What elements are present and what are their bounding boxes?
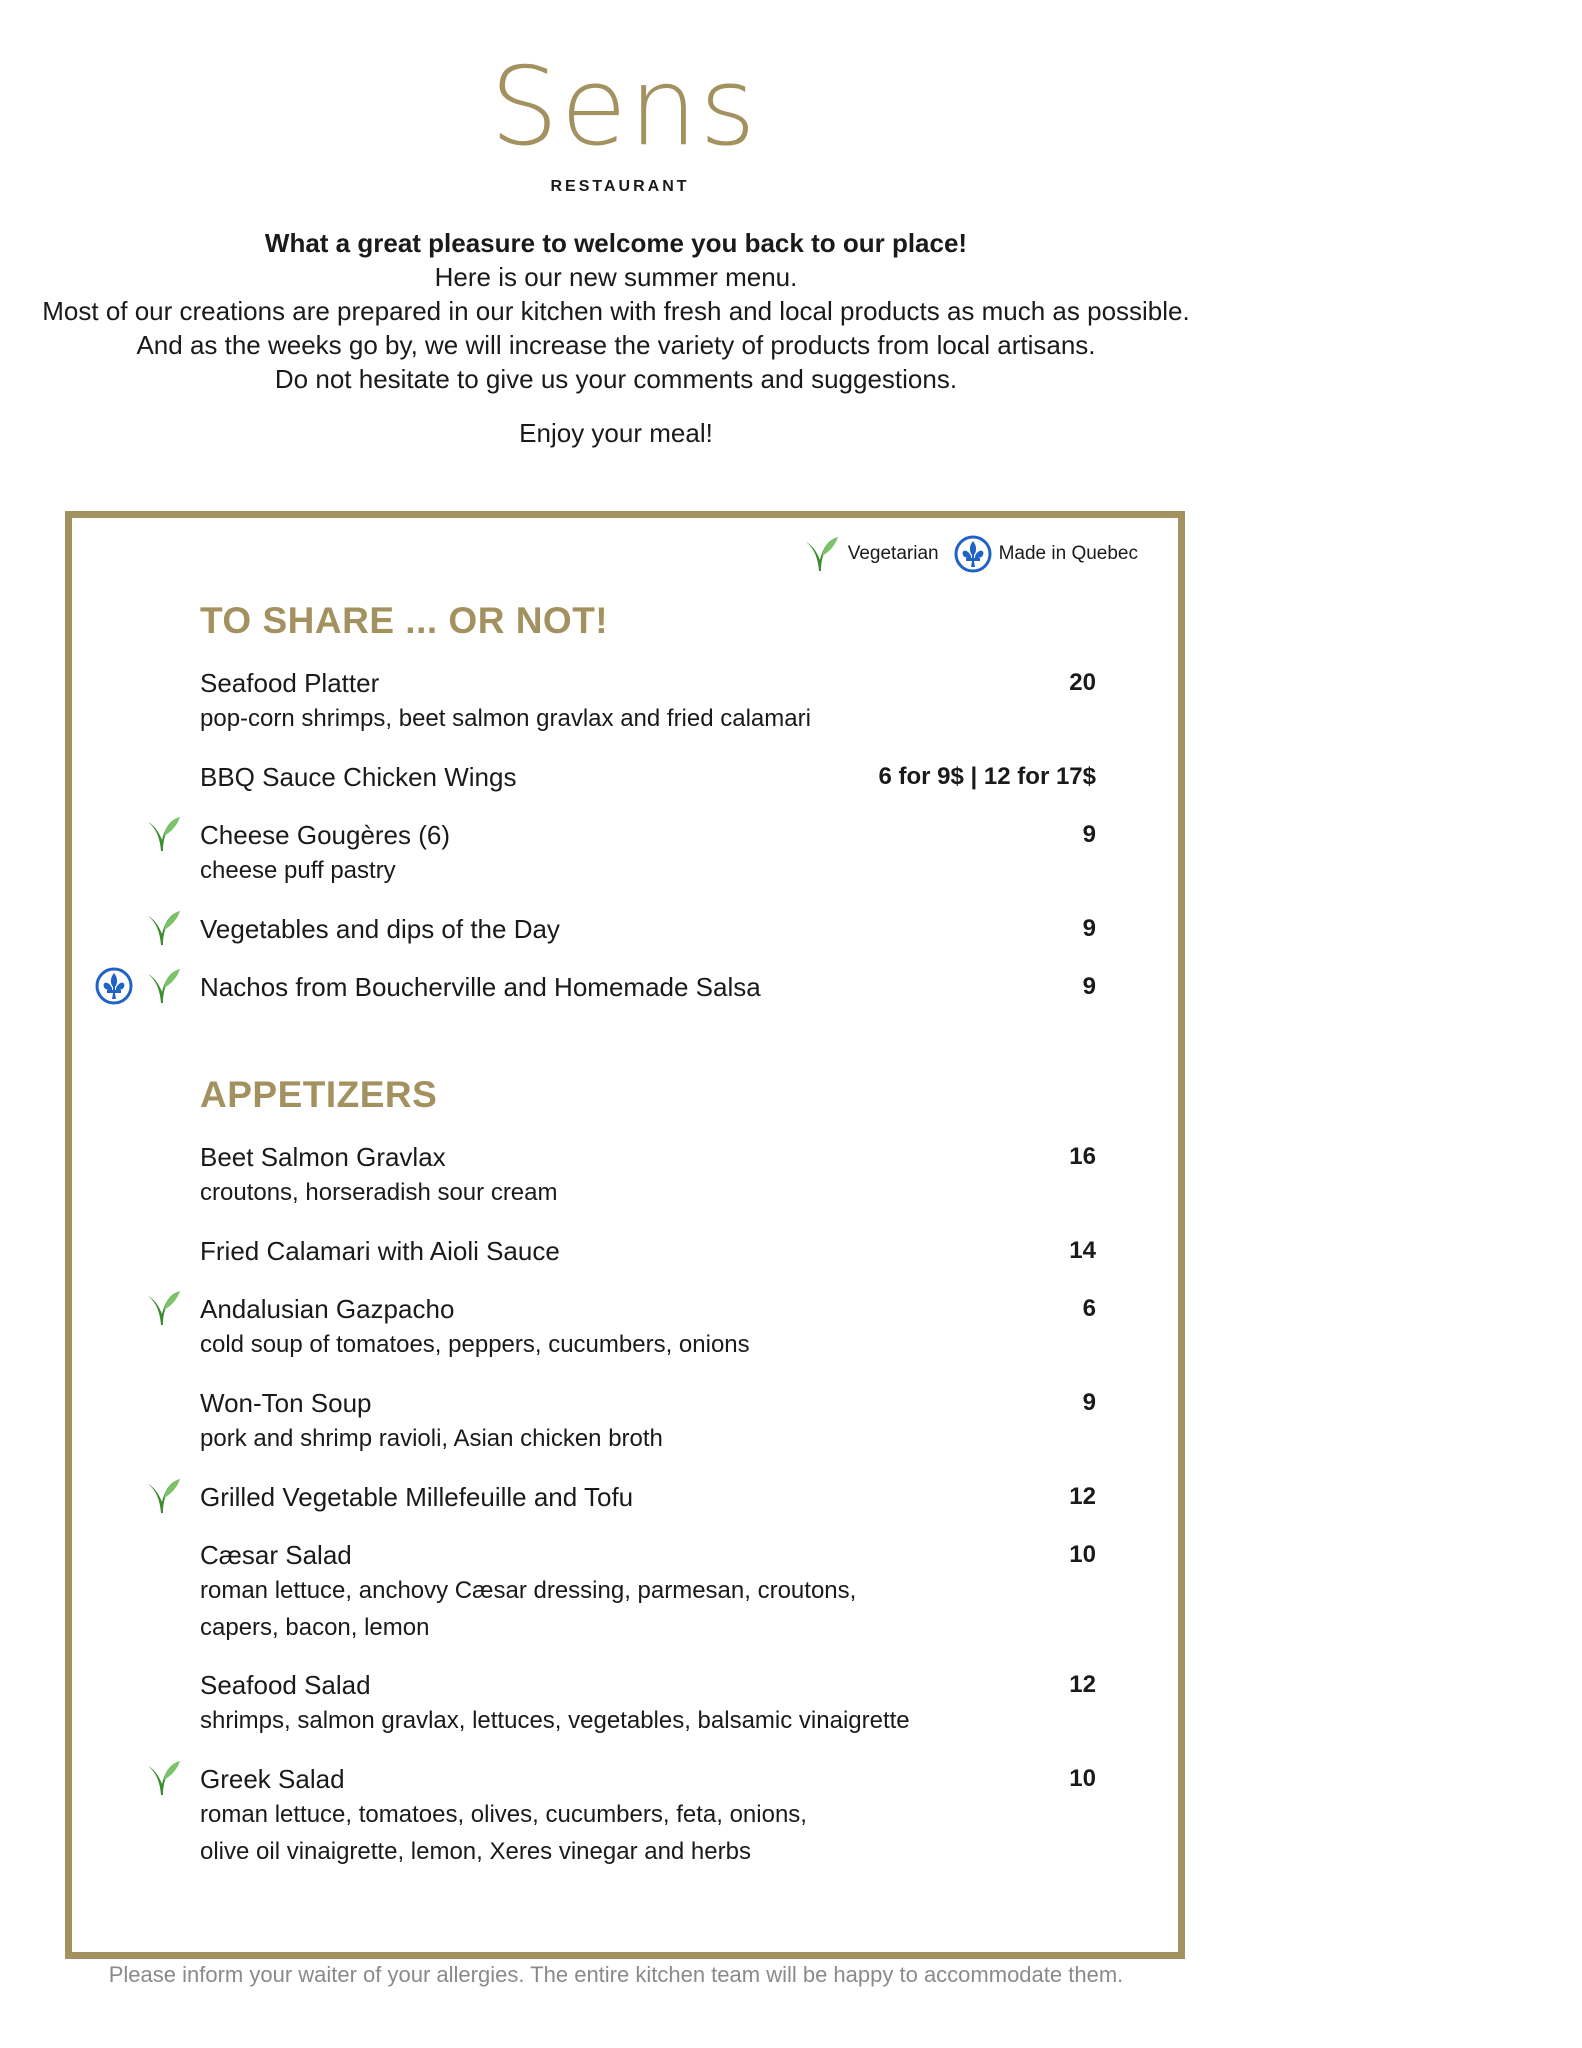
menu-item [200,970,1096,1004]
section-title-to-share: TO SHARE ... OR NOT! [200,600,609,641]
leaf-icon [144,966,184,1006]
item-price: 16 [1069,1143,1096,1170]
logo-subtitle: RESTAURANT [550,178,690,195]
item-price: 14 [1069,1237,1096,1264]
item-price: 12 [1069,1671,1096,1698]
menu-item [200,1140,1096,1211]
item-description: roman lettuce, tomatoes, olives, cucumbers, feta, onions, [200,1801,807,1828]
legend-vegetarian [802,534,939,574]
welcome-message [0,226,1232,450]
leaf-icon [144,1288,184,1328]
menu-item [200,1538,1096,1646]
item-price: 20 [1069,669,1096,696]
item-price: 10 [1069,1541,1096,1568]
item-description: pop-corn shrimps, beet salmon gravlax and fried calamari [200,705,811,732]
item-description: roman lettuce, anchovy Cæsar dressing, parmesan, croutons, [200,1577,857,1604]
item-name: Seafood Salad [200,1670,371,1700]
item-name: BBQ Sauce Chicken Wings [200,762,517,792]
logo-wordmark: Sens [490,45,758,170]
item-price: 9 [1082,915,1096,942]
item-name: Andalusian Gazpacho [200,1294,455,1324]
welcome-headline: What a great pleasure to welcome you back to our place! [264,228,968,258]
enjoy-line: Enjoy your meal! [519,418,713,448]
legend [788,534,1138,574]
menu-item [200,1762,1096,1870]
item-price: 9 [1082,1389,1096,1416]
item-name: Vegetables and dips of the Day [200,914,560,944]
leaf-icon [144,1758,184,1798]
item-price: 6 for 9$ | 12 for 17$ [878,763,1096,790]
restaurant-logo [490,45,758,195]
item-name: Won-Ton Soup [200,1388,372,1418]
legend-quebec-label: Made in Quebec [998,543,1138,564]
section-title-appetizers: APPETIZERS [200,1074,438,1115]
intro-line: Most of our creations are prepared in our kitchen with fresh and local products as much as possible. [42,296,1190,326]
menu-item [200,912,1096,946]
item-price: 10 [1069,1765,1096,1792]
menu-item [200,1234,1096,1268]
leaf-icon [144,814,184,854]
item-name: Cæsar Salad [200,1540,352,1570]
leaf-icon [144,1476,184,1516]
leaf-icon [144,908,184,948]
item-description: pork and shrimp ravioli, Asian chicken broth [200,1425,663,1452]
item-name: Nachos from Boucherville and Homemade Salsa [200,972,761,1002]
item-price: 9 [1082,821,1096,848]
item-name: Greek Salad [200,1764,345,1794]
item-name: Fried Calamari with Aioli Sauce [200,1236,560,1266]
item-name: Grilled Vegetable Millefeuille and Tofu [200,1482,634,1512]
menu-item [200,1668,1096,1739]
item-description: shrimps, salmon gravlax, lettuces, vegetables, balsamic vinaigrette [200,1707,910,1734]
fleur-de-lis-icon [94,966,134,1006]
intro-line: Here is our new summer menu. [434,262,798,292]
item-name: Seafood Platter [200,668,380,698]
leaf-icon [802,534,842,574]
legend-vegetarian-label: Vegetarian [847,543,939,564]
item-price: 9 [1082,973,1096,1000]
item-description: olive oil vinaigrette, lemon, Xeres vinegar and herbs [200,1838,751,1865]
intro-line: Do not hesitate to give us your comments and suggestions. [274,364,958,394]
item-name: Beet Salmon Gravlax [200,1142,446,1172]
menu-item [200,1480,1096,1514]
allergy-notice: Please inform your waiter of your allergies. The entire kitchen team will be happy to accommodate them. [108,1962,1124,1987]
menu-frame [65,511,1185,1959]
menu-item [200,760,1096,794]
item-description: capers, bacon, lemon [200,1614,430,1641]
legend-quebec [953,534,1138,574]
menu-item [200,818,1096,889]
item-description: cold soup of tomatoes, peppers, cucumbers, onions [200,1331,750,1358]
item-name: Cheese Gougères (6) [200,820,451,850]
item-price: 12 [1069,1483,1096,1510]
menu-item [200,1292,1096,1363]
menu-item [200,666,1096,737]
item-price: 6 [1082,1295,1096,1322]
fleur-de-lis-icon [953,534,993,574]
menu-item [200,1386,1096,1457]
item-description: croutons, horseradish sour cream [200,1179,558,1206]
item-description: cheese puff pastry [200,857,396,884]
intro-line: And as the weeks go by, we will increase the variety of products from local artisans. [136,330,1096,360]
